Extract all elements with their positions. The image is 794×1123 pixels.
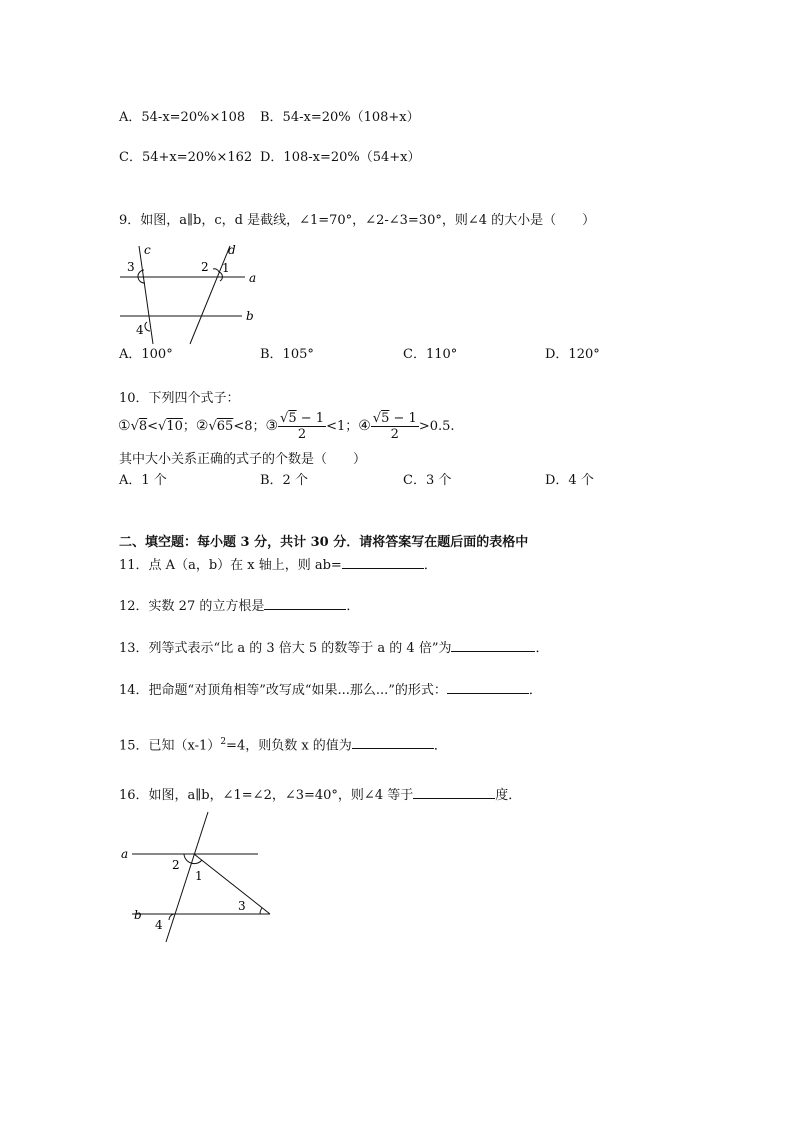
q11-answer-blank[interactable]: [342, 556, 424, 569]
q10-e3-den: 2: [297, 427, 307, 442]
q16-angle-3-arc: [260, 908, 262, 914]
q16-figure: [118, 808, 278, 948]
q9-label-b: b: [246, 309, 254, 323]
q9-label-c: c: [144, 243, 151, 257]
q13-text: 13．列等式表示“比 a 的 3 倍大 5 的数等于 a 的 4 倍”为: [119, 641, 452, 656]
q10-e4-num-radicand: 5: [381, 411, 390, 426]
q9-figure: [115, 238, 270, 346]
q16-angle-2-arc: [184, 854, 191, 863]
q10-e3-rest: <1；: [326, 419, 359, 434]
q12-end: ．: [346, 599, 360, 614]
q9-option-c: C．110°: [403, 347, 458, 362]
q8-option-b: B．54-x=20%（108+x）: [260, 110, 420, 125]
q9-label-a: a: [249, 271, 257, 285]
q10-e1-radicand: 8: [138, 419, 148, 434]
q10-option-c: C．3 个: [403, 473, 452, 488]
q9-option-d: D．120°: [545, 347, 600, 362]
q10-sqrt-sign: √: [158, 419, 167, 434]
q9-option-a: A．100°: [119, 347, 173, 362]
q16-segment-to-b: [194, 854, 270, 914]
q10-option-a: A．1 个: [119, 473, 167, 488]
q15-exponent: 2: [220, 737, 227, 747]
q15-end: ．: [433, 738, 447, 754]
q10-expressions: [118, 406, 455, 446]
section-2-title: 二、填空题：每小题 3 分，共计 30 分．请将答案写在题后面的表格中: [119, 535, 529, 550]
q8-option-a: A．54-x=20%×108: [119, 110, 246, 125]
q9-label-d: d: [228, 243, 236, 257]
q10-sqrt-sign: √: [280, 411, 289, 426]
q10-e1-radicand2: 10: [166, 419, 183, 434]
q13-answer-blank[interactable]: [451, 639, 535, 652]
q15: [119, 733, 447, 755]
q10-e1-op: <: [147, 419, 159, 434]
q10-ask: 其中大小关系正确的式子的个数是（ ）: [119, 452, 367, 467]
q16-label-a: a: [121, 847, 129, 861]
q12-answer-blank[interactable]: [264, 597, 346, 610]
q16-label-4: 4: [155, 918, 163, 932]
q10-option-b: B．2 个: [260, 473, 308, 488]
q10-sqrt-sign: √: [372, 411, 382, 426]
q9-angle-2-arc: [213, 269, 219, 272]
q14-answer-blank[interactable]: [447, 681, 529, 694]
q11-end: ．: [423, 558, 437, 573]
q10-option-d: D．4 个: [545, 473, 594, 488]
q8-option-d: D．108-x=20%（54+x）: [260, 150, 421, 165]
q10-e3-num-radicand: 5: [288, 411, 297, 426]
q10-e4-rest: >0.5.: [418, 419, 455, 434]
q12-text: 12．实数 27 的立方根是: [119, 599, 265, 614]
q15-answer-blank[interactable]: [352, 736, 434, 749]
q10-e4-num-rest: − 1: [389, 411, 417, 426]
q10-e2-radicand: 65: [216, 419, 234, 434]
q10-e1-sep: ；: [182, 419, 196, 434]
q8-option-c: C．54+x=20%×162: [119, 150, 253, 165]
q16-end: 度．: [495, 788, 522, 803]
q9-angle-4-arc: [145, 322, 150, 331]
q9-stem: 9．如图，a∥b，c，d 是截线，∠1=70°，∠2-∠3=30°，则∠4 的大小是（ ）: [119, 213, 596, 228]
q9-label-1: 1: [222, 261, 230, 275]
q12: [119, 597, 359, 616]
q16: [119, 786, 521, 805]
q10-circled-4: ④: [358, 418, 371, 434]
q10-sqrt-sign: √: [208, 419, 217, 434]
q14: [119, 681, 542, 700]
q9-label-4: 4: [136, 323, 144, 337]
q15-text-2: =4，则负数 x 的值为: [226, 738, 352, 754]
q16-answer-blank[interactable]: [413, 786, 495, 799]
q16-text: 16．如图，a∥b，∠1=∠2，∠3=40°，则∠4 等于: [119, 788, 414, 803]
q10-circled-1: ①: [118, 418, 131, 434]
q10-e4-fraction: [371, 411, 419, 442]
q14-text: 14．把命题“对顶角相等”改写成“如果...那么...”的形式：: [119, 683, 447, 698]
q13-end: ．: [535, 641, 549, 656]
q16-label-1: 1: [195, 869, 203, 883]
q10-circled-2: ②: [195, 418, 209, 434]
q11-text: 11．点 A（a，b）在 x 轴上，则 ab=: [119, 558, 342, 573]
q9-label-3: 3: [127, 260, 135, 274]
q11: [119, 556, 437, 575]
q14-end: ．: [528, 683, 542, 698]
q16-label-2: 2: [172, 858, 180, 872]
q16-label-3: 3: [238, 899, 246, 913]
q9-option-b: B．105°: [260, 347, 314, 362]
q15-text: 15．已知（x-1）: [119, 738, 221, 754]
q10-e3-num-rest: − 1: [296, 411, 325, 426]
q10-e2-rest: <8；: [233, 419, 266, 434]
q10-e4-den: 2: [390, 427, 399, 442]
q16-label-b: b: [134, 908, 142, 922]
q10-circled-3: ③: [265, 418, 279, 434]
q10-sqrt-sign: √: [130, 419, 139, 434]
q9-label-2: 2: [201, 260, 209, 274]
q10-e3-fraction: [278, 411, 326, 442]
q13: [119, 639, 549, 658]
q10-stem: 10．下列四个式子：: [119, 391, 240, 406]
